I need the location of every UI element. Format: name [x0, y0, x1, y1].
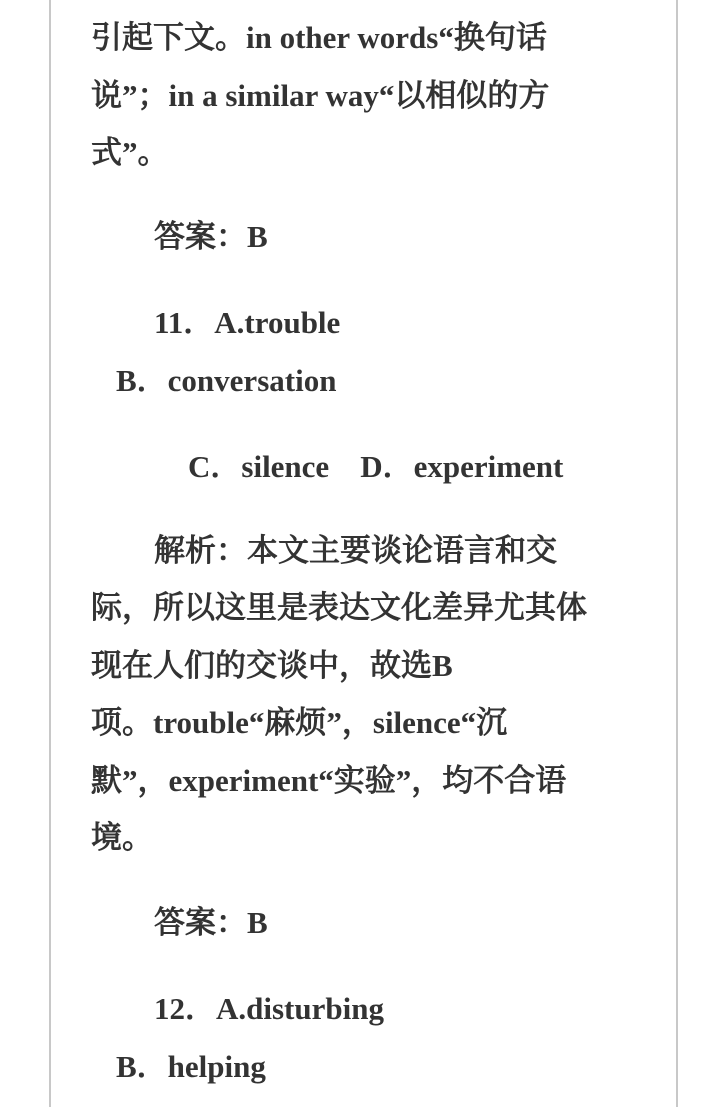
answer-label: 答案：B — [154, 219, 268, 254]
explanation-text-line: 式”。 — [91, 135, 169, 170]
answer-label: 答案：B — [154, 905, 268, 940]
question-12-option-b: B．helping — [116, 1049, 266, 1084]
question-11-option-b: B．conversation — [116, 363, 337, 398]
explanation-text-line: 引起下文。in other words“换句话 — [91, 20, 547, 55]
explanation-text-line: 默”，experiment“实验”，均不合语 — [91, 763, 567, 798]
explanation-text-line: 解析：本文主要谈论语言和交 — [154, 533, 557, 568]
question-12-option-a: 12．A.disturbing — [154, 991, 384, 1026]
explanation-text-line: 际，所以这里是表达文化差异尤其体 — [91, 590, 587, 625]
explanation-text-line: 现在人们的交谈中，故选B — [91, 648, 453, 683]
explanation-text-line: 境。 — [91, 820, 153, 855]
question-11-options-c-d: C．silence D．experiment — [188, 449, 564, 484]
explanation-text-line: 项。trouble“麻烦”，silence“沉 — [91, 705, 508, 740]
question-11-option-a: 11．A.trouble — [154, 305, 341, 340]
explanation-text-line: 说”；in a similar way“以相似的方 — [91, 78, 550, 113]
